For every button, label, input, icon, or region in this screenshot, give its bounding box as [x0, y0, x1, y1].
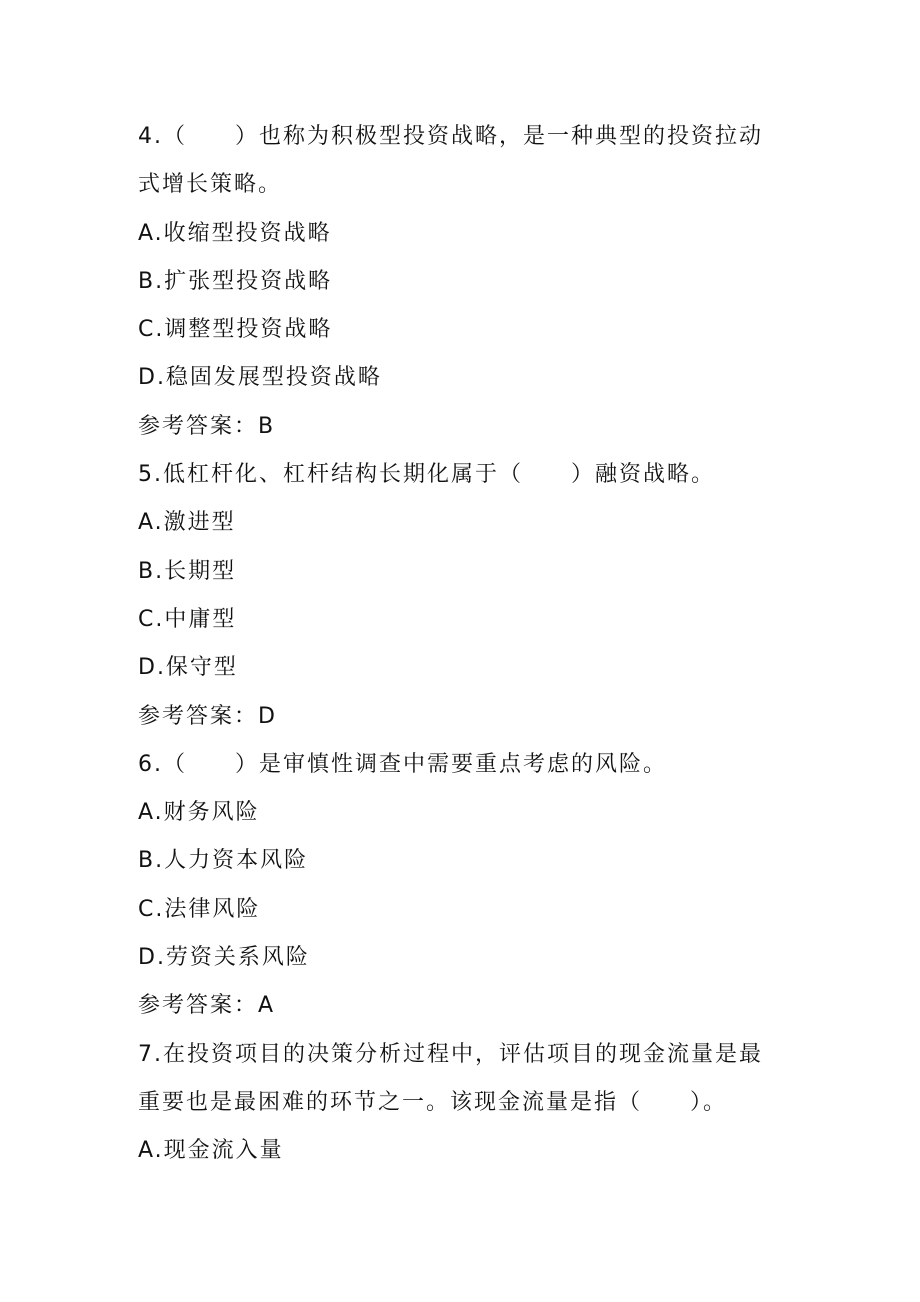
document-page — [138, 113, 788, 1176]
option-b: B.扩张型投资战略 — [138, 268, 333, 294]
question-stem-line: 式增长策略。 — [138, 172, 283, 198]
question-stem-line: 重要也是最困难的环节之一。该现金流量是指（ ）。 — [138, 1089, 728, 1115]
option-c: C.调整型投资战略 — [138, 317, 333, 343]
option-a: A.现金流入量 — [138, 1138, 284, 1164]
question-stem-line: 6.（ ）是审慎性调查中需要重点考虑的风险。 — [138, 751, 667, 777]
question-4 — [138, 113, 788, 451]
answer-line: 参考答案：A — [138, 993, 276, 1019]
option-d: D.保守型 — [138, 655, 238, 681]
option-c: C.法律风险 — [138, 896, 261, 922]
option-a: A.激进型 — [138, 510, 236, 536]
question-stem-line: 5.低杠杆化、杠杆结构长期化属于（ ）融资战略。 — [138, 462, 715, 488]
question-stem-line: 7.在投资项目的决策分析过程中，评估项目的现金流量是最 — [138, 1041, 763, 1067]
option-a: A.收缩型投资战略 — [138, 220, 332, 246]
answer-line: 参考答案：D — [138, 703, 277, 729]
option-b: B.人力资本风险 — [138, 848, 309, 874]
option-d: D.稳固发展型投资战略 — [138, 365, 382, 391]
question-7 — [138, 1031, 788, 1176]
answer-line: 参考答案：B — [138, 413, 276, 439]
question-5 — [138, 451, 788, 741]
question-stem-line: 4.（ ）也称为积极型投资战略，是一种典型的投资拉动 — [138, 124, 763, 149]
option-a: A.财务风险 — [138, 800, 260, 826]
option-b: B.长期型 — [138, 558, 237, 584]
option-d: D.劳资关系风险 — [138, 945, 310, 971]
option-c: C.中庸型 — [138, 606, 237, 632]
question-6 — [138, 741, 788, 1031]
